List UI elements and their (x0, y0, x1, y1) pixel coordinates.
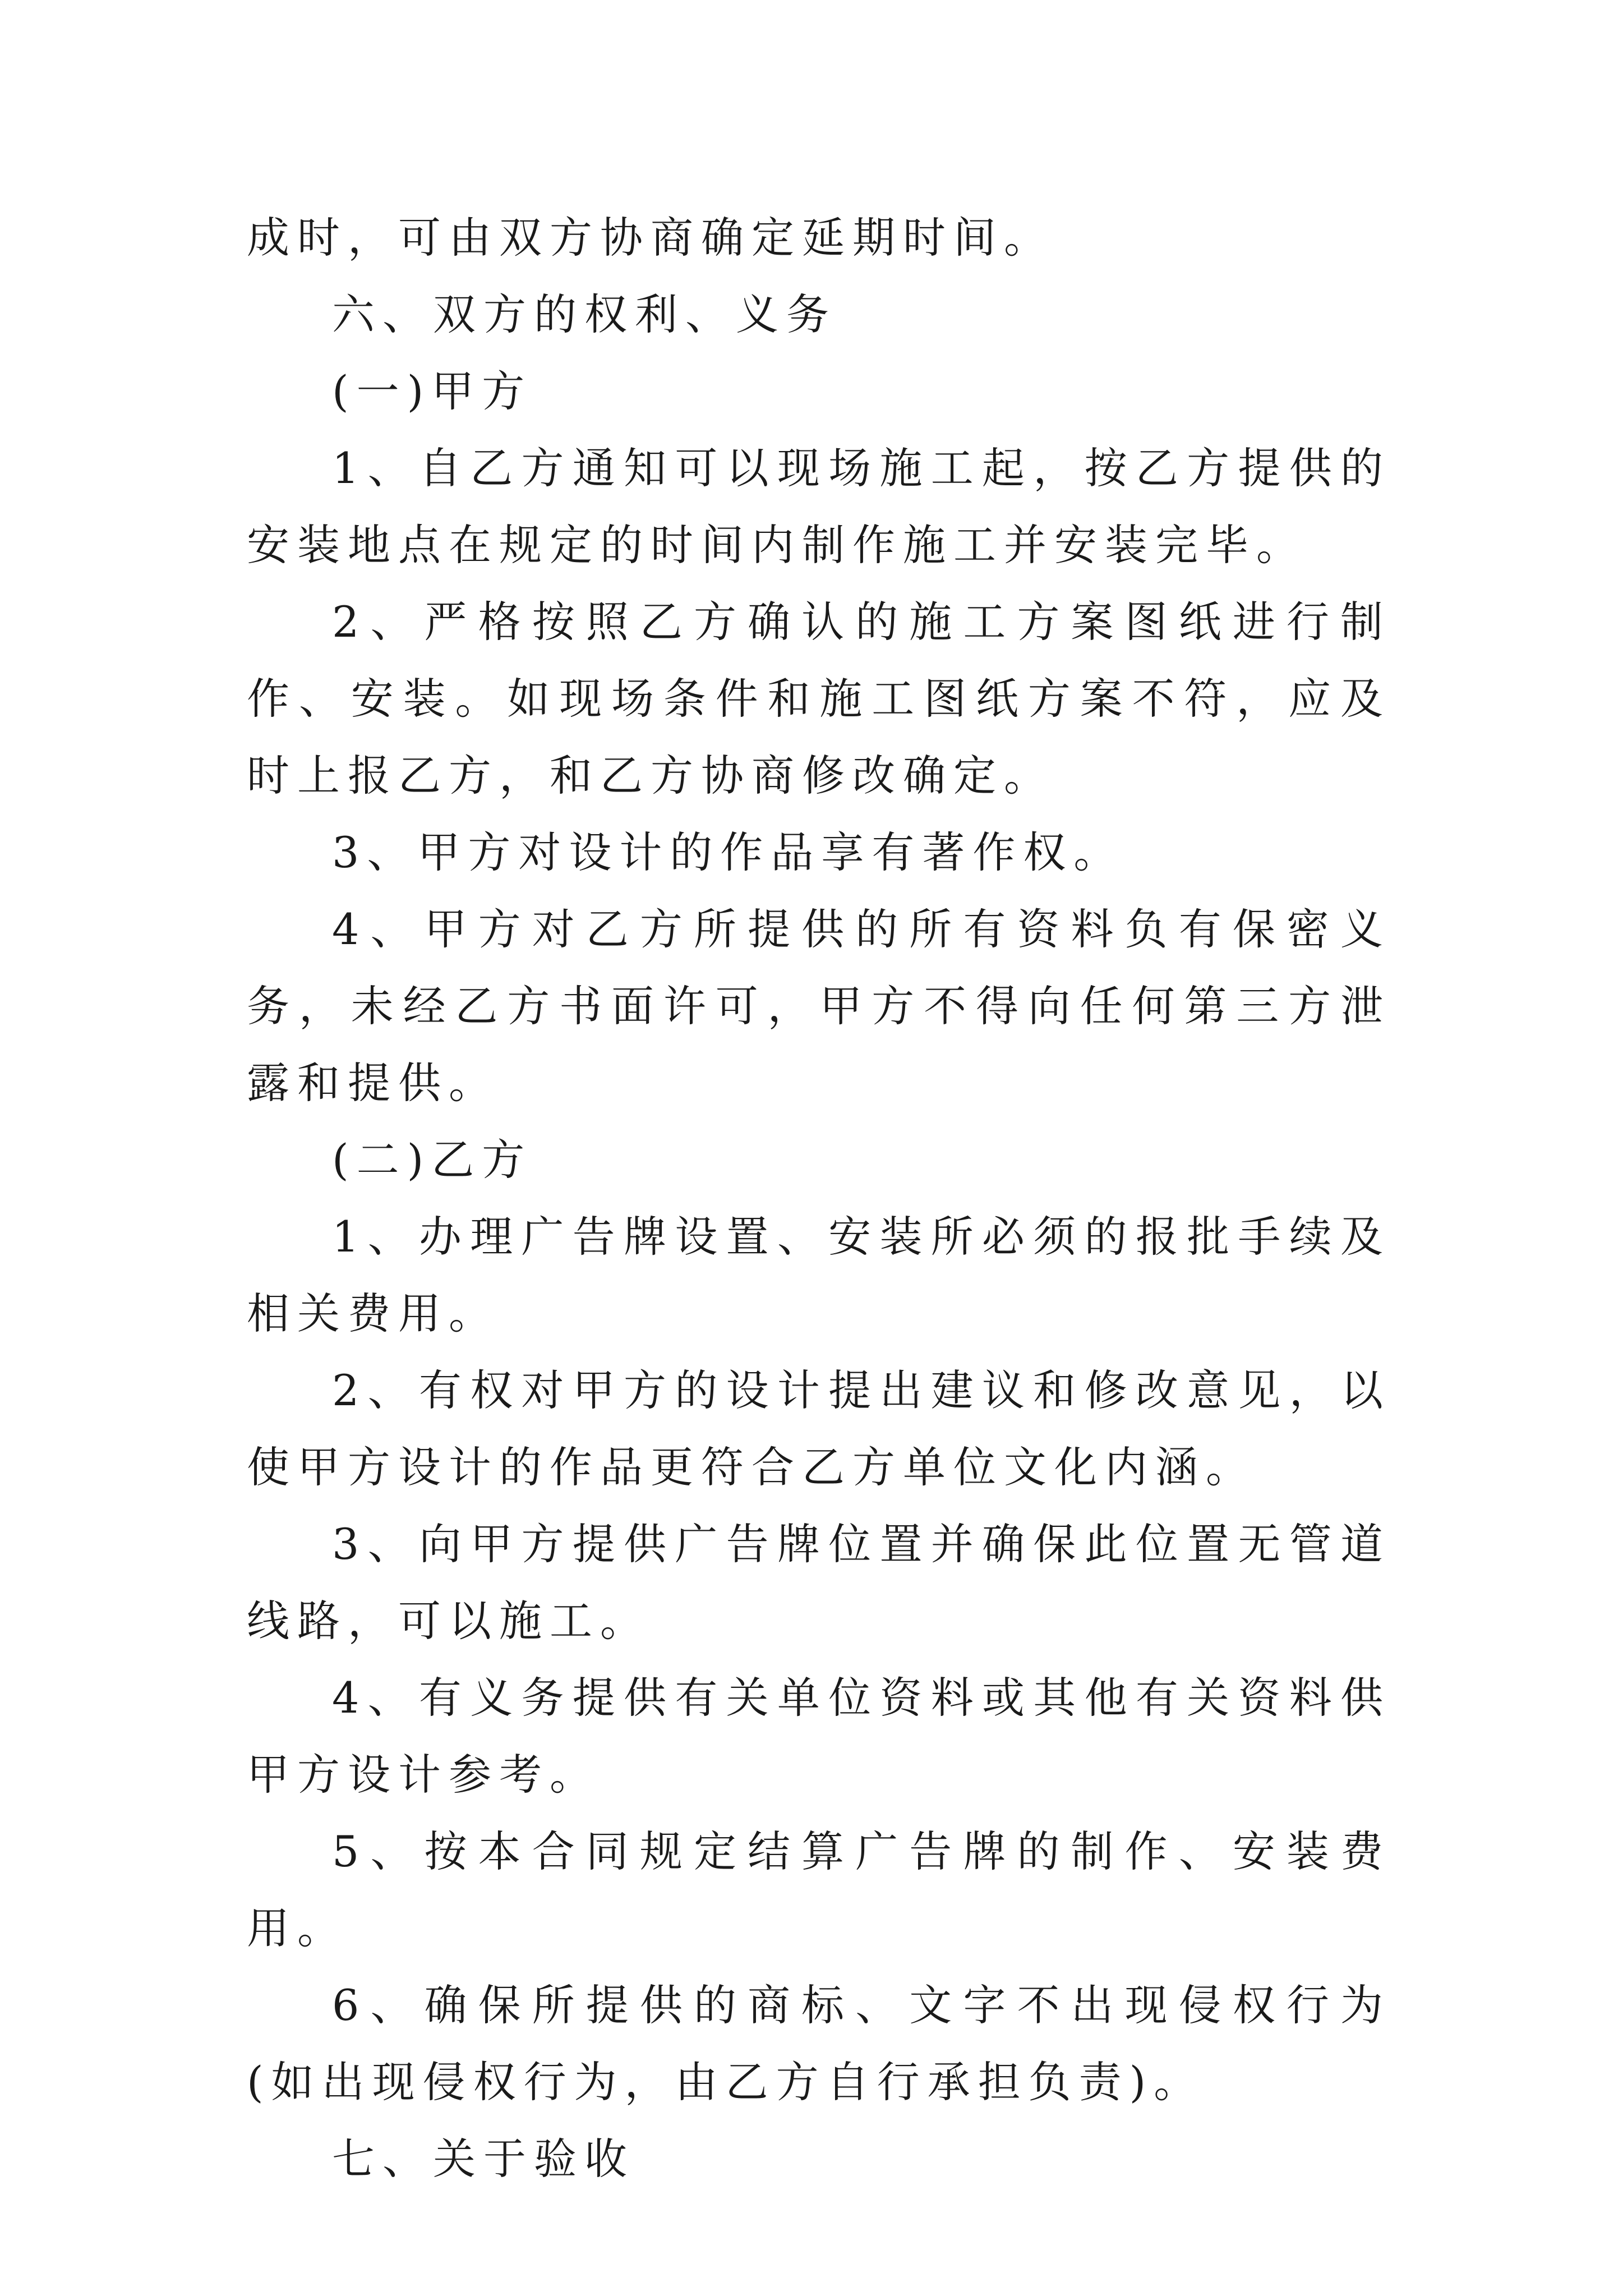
document-body (247, 199, 1391, 2197)
party-a-clause-1: 1、自乙方通知可以现场施工起，按乙方提供的安装地点在规定的时间内制作施工并安装完毕。 (247, 443, 1391, 570)
party-b-clause-4: 4、有义务提供有关单位资料或其他有关资料供甲方设计参考。 (247, 1673, 1391, 1800)
party-b-clause-5: 5、按本合同规定结算广告牌的制作、安装费用。 (247, 1826, 1391, 1953)
section-heading-rights-obligations: 六、双方的权利、义务 (332, 289, 837, 339)
subsection-heading-party-b: (二)乙方 (332, 1135, 533, 1185)
party-b-clause-6: 6、确保所提供的商标、文字不出现侵权行为(如出现侵权行为，由乙方自行承担负责)。 (247, 1980, 1391, 2107)
paragraph-continuation: 成时，可由双方协商确定延期时间。 (247, 213, 1054, 263)
party-a-clause-4: 4、甲方对乙方所提供的所有资料负有保密义务，未经乙方书面许可，甲方不得向任何第三方泄露和提供。 (247, 904, 1391, 1108)
party-a-clause-2: 2、严格按照乙方确认的施工方案图纸进行制作、安装。如现场条件和施工图纸方案不符，应及时上报乙方，和乙方协商修改确定。 (247, 597, 1391, 800)
section-heading-acceptance: 七、关于验收 (332, 2134, 635, 2184)
party-b-clause-1: 1、办理广告牌设置、安装所必须的报批手续及相关费用。 (247, 1212, 1391, 1338)
party-b-clause-2: 2、有权对甲方的设计提出建议和修改意见，以使甲方设计的作品更符合乙方单位文化内涵。 (247, 1365, 1391, 1492)
party-a-clause-3: 3、甲方对设计的作品享有著作权。 (332, 827, 1124, 877)
subsection-heading-party-a: (一)甲方 (332, 366, 533, 416)
party-b-clause-3: 3、向甲方提供广告牌位置并确保此位置无管道线路，可以施工。 (247, 1519, 1391, 1646)
